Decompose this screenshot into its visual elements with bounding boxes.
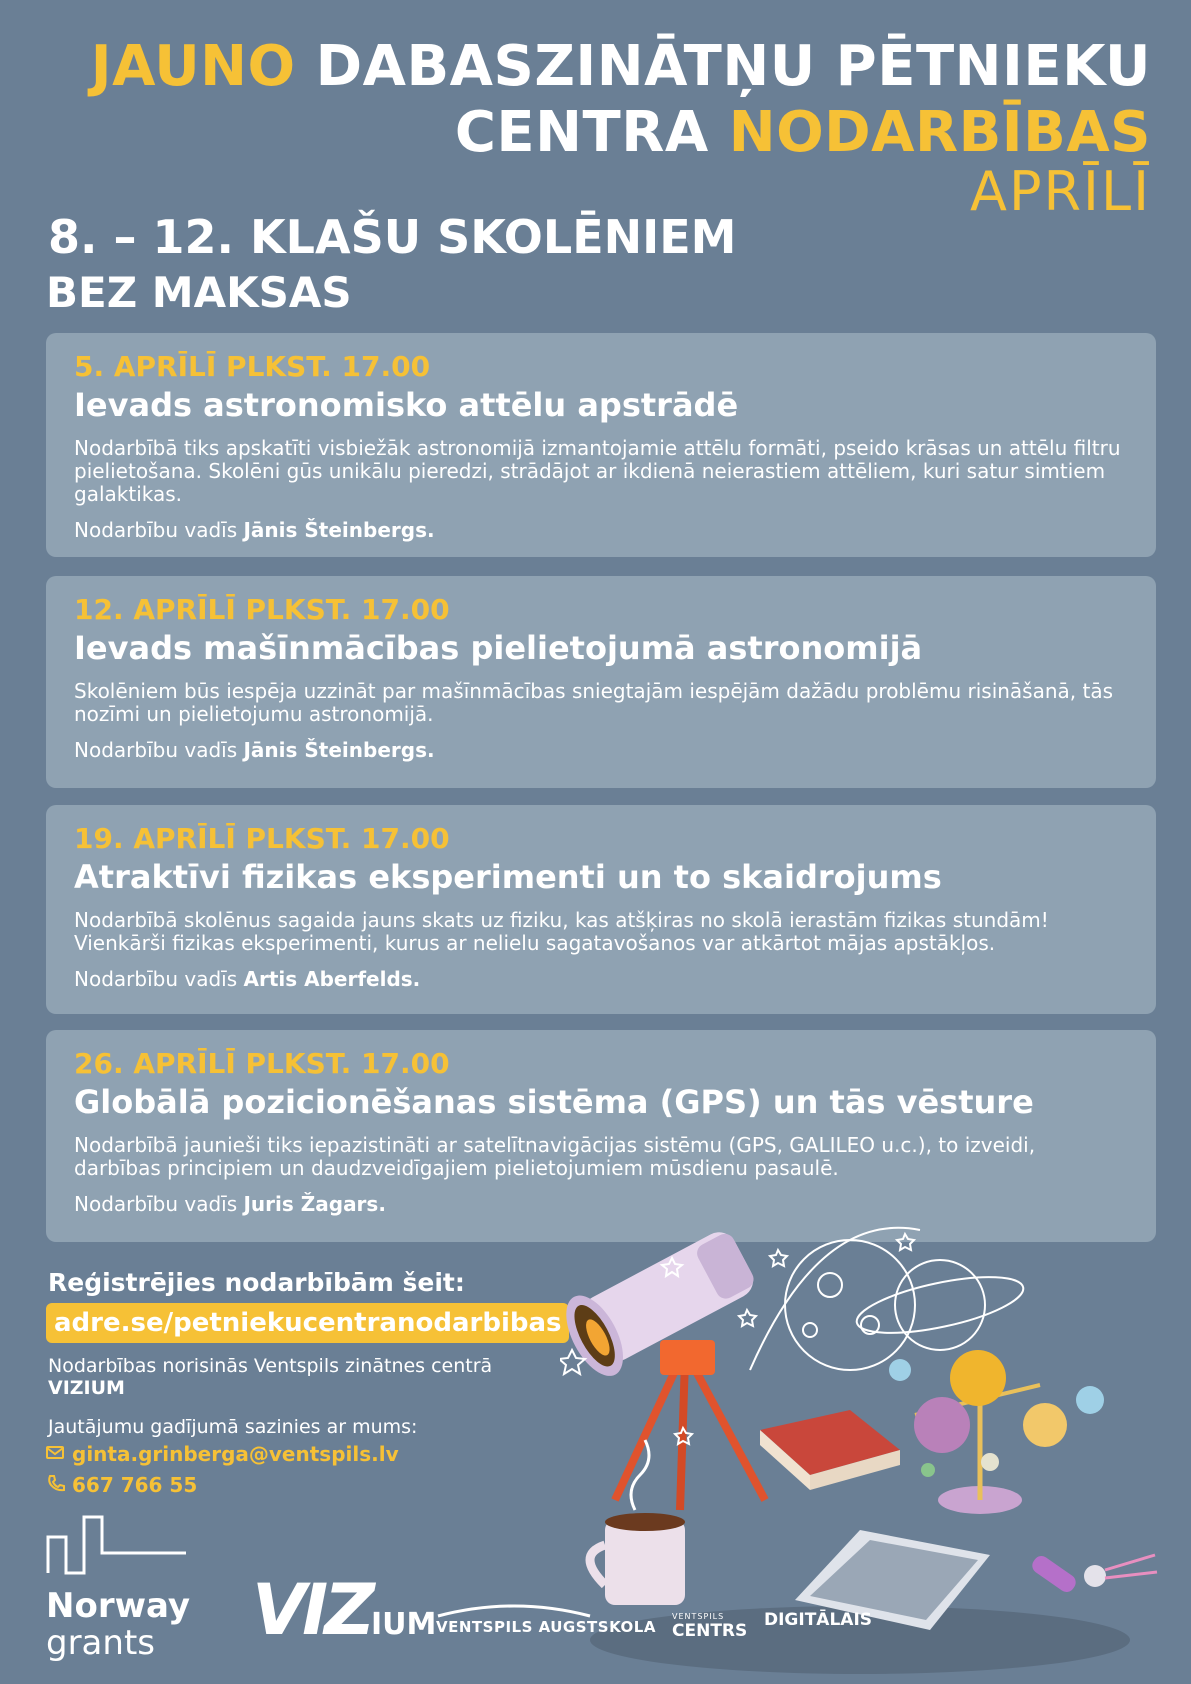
grants-word: grants (46, 1623, 155, 1663)
telescope-icon (560, 1218, 765, 1510)
planet-ring-icon (852, 1260, 1027, 1350)
event-description: Skolēniem būs iespēja uzzināt par mašīnmācības sniegtajām iespējām dažādu problēmu risināšanā, tās nozīmi un pielietojumu astronomijā. (74, 679, 1114, 726)
questions-text: Jautājumu gadījumā sazinies ar mums: (48, 1416, 418, 1438)
event-card (46, 576, 1156, 788)
event-lead (74, 738, 1128, 762)
event-card (46, 333, 1156, 557)
augstskola-text: VENTSPILS AUGSTSKOLA (436, 1618, 656, 1636)
rocket-icon (1029, 1553, 1157, 1595)
mug-icon (590, 1440, 685, 1605)
event-date: 26. APRĪLĪ PLKST. 17.00 (74, 1047, 450, 1080)
venue-sentence: Nodarbības norisinās Ventspils zinātnes centrā (48, 1355, 493, 1377)
event-description: Nodarbībā skolēnus sagaida jauns skats uz fiziku, kas atšķiras no skolā ierastām fizikas stundām! Vienkārši fizikas eksperimenti, kurus ar nelielu sagatavošanos var atkārtot mājas apstākļos. (74, 908, 1049, 955)
lead-name: Jānis Šteinbergs. (243, 518, 435, 542)
event-title: Ievads mašīnmācības pielietojumā astronomijā (74, 629, 923, 667)
vizium-main: VIZ (252, 1569, 371, 1651)
lead-label: Nodarbību vadīs (74, 967, 238, 991)
norway-grants-logo (46, 1515, 196, 1661)
title-line1-rest: DABASZINĀTŅU PĒTNIEKU (315, 34, 1151, 99)
event-date: 5. APRĪLĪ PLKST. 17.00 (74, 350, 431, 383)
ventspils-augstskola-logo (436, 1618, 656, 1636)
lead-label: Nodarbību vadīs (74, 518, 238, 542)
augstskola-arc-icon (436, 1600, 592, 1618)
email-contact[interactable] (46, 1442, 399, 1466)
event-card (46, 805, 1156, 1014)
mail-icon (46, 1442, 66, 1466)
phone-number[interactable]: 667 766 55 (72, 1473, 198, 1497)
title-word-nodarbibas: NODARBĪBAS (728, 100, 1151, 165)
registration-link[interactable]: adre.se/petniekucentranodarbibas (46, 1303, 569, 1343)
lead-label: Nodarbību vadīs (74, 1192, 238, 1216)
vizium-logo (252, 1569, 437, 1660)
poster-title (31, 34, 1151, 166)
vizium-small: IUM (370, 1607, 437, 1642)
audience-heading: 8. – 12. KLAŠU SKOLĒNIEM (48, 210, 737, 264)
digital-small-text: VENTSPILS (672, 1612, 725, 1621)
event-title: Ievads astronomisko attēlu apstrādē (74, 386, 739, 424)
title-word-centra: CENTRA (454, 100, 709, 165)
venue-text (48, 1355, 508, 1399)
event-lead (74, 518, 1128, 542)
digital-centrs-text: CENTRS (672, 1621, 748, 1641)
event-title: Atraktīvi fizikas eksperimenti un to skaidrojums (74, 858, 942, 896)
event-date: 19. APRĪLĪ PLKST. 17.00 (74, 822, 450, 855)
event-date: 12. APRĪLĪ PLKST. 17.00 (74, 593, 450, 626)
event-title: Globālā pozicionēšanas sistēma (GPS) un tās vēsture (74, 1083, 1034, 1121)
title-word-jauno: JAUNO (90, 34, 296, 99)
phone-icon (46, 1473, 66, 1497)
solar-system-model-icon (889, 1350, 1104, 1514)
registration-heading: Reģistrējies nodarbībām šeit: (48, 1268, 465, 1297)
event-lead (74, 967, 1128, 991)
norway-word: Norway (46, 1586, 191, 1626)
lead-label: Nodarbību vadīs (74, 738, 238, 762)
event-description: Nodarbībā jaunieši tiks iepazistināti ar satelītnavigācijas sistēmu (GPS, GALILEO u.c.), to izveidi, darbības principiem un daudzveidīgajiem pielietojumiem mūsdienu pasaulē. (74, 1133, 1036, 1180)
ventspils-digitalais-centrs-logo (672, 1610, 873, 1641)
book-icon (760, 1410, 900, 1490)
title-month: APRĪLĪ (970, 160, 1151, 223)
lead-name: Juris Žagars. (243, 1192, 386, 1216)
event-description: Nodarbībā tiks apskatīti visbiežāk astronomijā izmantojamie attēlu formāti, pseido krāsas un attēlu filtru pielietošana. Skolēni gūs unikālu pieredzi, strādājot ar ikdienā neierastiem attēliem, kuri satur simtiem galaktikas. (74, 436, 1121, 506)
email-address[interactable]: ginta.grinberga@ventspils.lv (72, 1442, 399, 1466)
norway-grants-icon (46, 1515, 186, 1575)
phone-contact[interactable] (46, 1473, 197, 1497)
price-heading: BEZ MAKSAS (46, 268, 352, 317)
lead-name: Jānis Šteinbergs. (243, 738, 435, 762)
lead-name: Artis Aberfelds. (243, 967, 421, 991)
venue-name: VIZIUM (48, 1377, 125, 1399)
digital-word-text: DIGITĀLAIS (764, 1610, 873, 1630)
